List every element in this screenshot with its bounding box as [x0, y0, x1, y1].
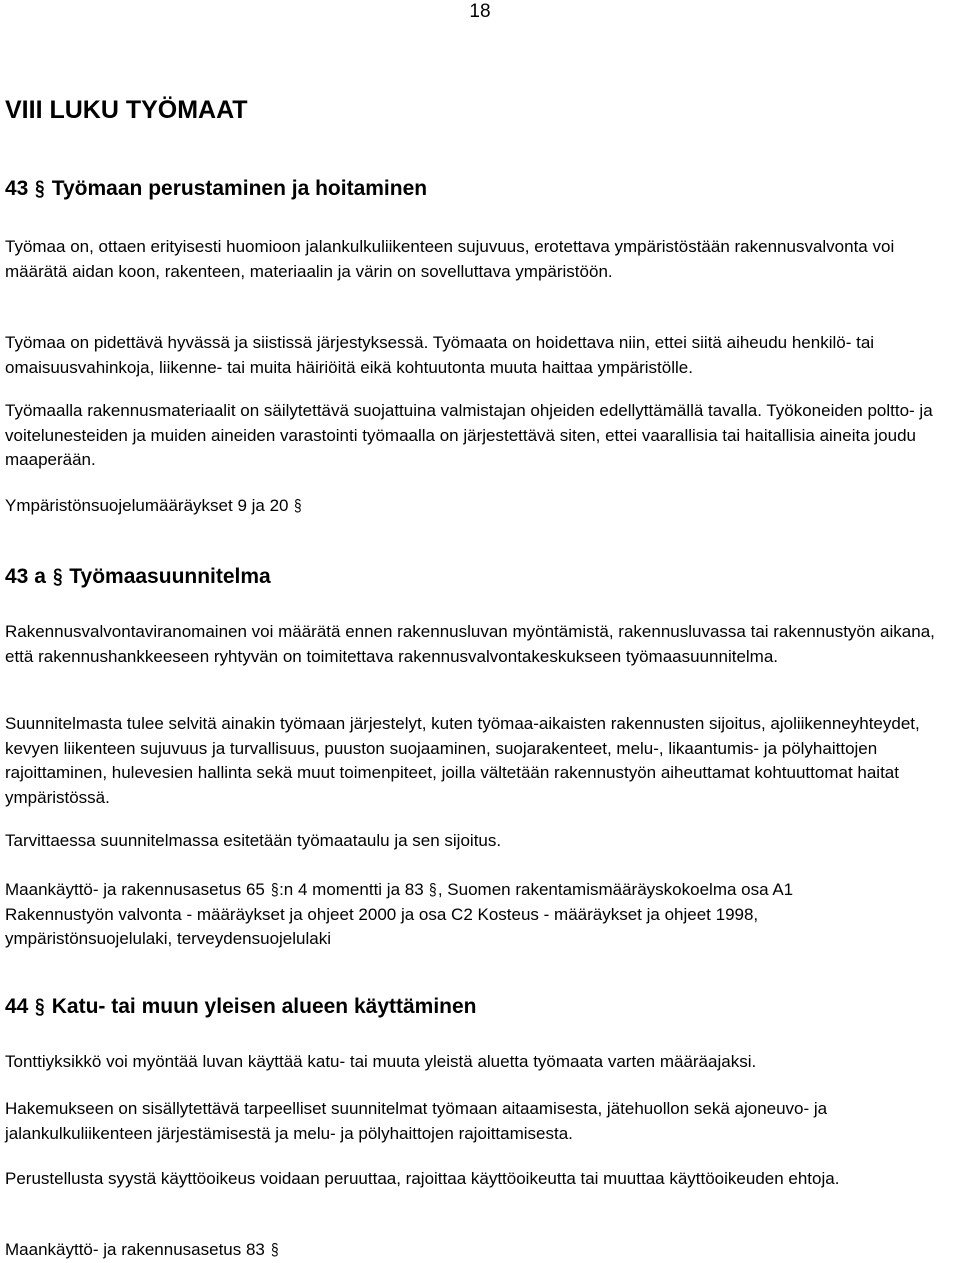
paragraph: Tonttiyksikkö voi myöntää luvan käyttää katu- tai muuta yleistä aluetta työmaata varten määräajaksi. [5, 1052, 757, 1071]
legal-reference [5, 1238, 950, 1263]
section-title-text: Työmaan perustaminen ja hoitaminen [51, 177, 428, 200]
paragraph: Tarvittaessa suunnitelmassa esitetään työmaataulu ja sen sijoitus. [5, 831, 502, 850]
page-number: 18 [469, 1, 491, 22]
paragraph: Työmaa on, ottaen erityisesti huomioon jalankulkuliikenteen sujuvuus, erotettava ympäristöstään rakennusvalvonta voi määrätä aidan koon, rakenteen, materiaalin ja värin on sovelluttava ympäristöön. [5, 237, 895, 281]
section-sign: § [270, 880, 279, 899]
section-sign: § [35, 995, 45, 1018]
section-43-heading [5, 176, 427, 202]
paragraph: Työmaa on pidettävä hyvässä ja siistissä järjestyksessä. Työmaata on hoidettava niin, ettei siitä aiheudu henkilö- tai omaisuusvahinkoja, liikenne- tai muita häiriöitä eikä kohtuutonta muuta haittaa ympäristölle. [5, 333, 875, 377]
section-sign: § [35, 177, 45, 200]
legal-reference-text: Maankäyttö- ja rakennusasetus 65 [5, 880, 270, 899]
legal-reference-text: Maankäyttö- ja rakennusasetus 83 [5, 1240, 265, 1259]
paragraph: Suunnitelmasta tulee selvitä ainakin työmaan järjestelyt, kuten työmaa-aikaisten rakennusten sijoitus, ajoliikenneyhteydet, kevyen liikenteen sujuvuus ja turvallisuus, puuston suojaaminen, suojarakenteet, melu-, likaantumis- ja pölyhaittojen rajoittaminen, hulevesien hallinta sekä muut toimenpiteet, joilla vältetään rakennustyön aiheuttamat kohtuuttomat haitat ympäristössä. [5, 714, 920, 807]
legal-reference-text: Ympäristönsuojelumääräykset 9 ja 20 [5, 496, 289, 515]
section-43a-heading [5, 564, 271, 590]
paragraph: Perustellusta syystä käyttöoikeus voidaan peruuttaa, rajoittaa käyttöoikeutta tai muuttaa käyttöoikeuden ehtoja. [5, 1169, 840, 1188]
section-sign: § [429, 880, 437, 899]
legal-reference-text: Rakennustyön valvonta - määräykset ja ohjeet 2000 ja osa C2 Kosteus - määräykset ja ohjeet 1998, [5, 904, 759, 924]
section-sign: § [270, 1240, 279, 1259]
section-sign: § [294, 496, 302, 515]
legal-reference [5, 494, 950, 519]
section-title-text: Katu- tai muun yleisen alueen käyttäminen [51, 995, 477, 1018]
section-number: 43 a [5, 565, 46, 588]
section-sign: § [52, 565, 63, 588]
paragraph: Hakemukseen on sisällytettävä tarpeelliset suunnitelmat työmaan aitaamisesta, jätehuollon sekä ajoneuvo- ja jalankulkuliikenteen järjestämisestä ja melu- ja pölyhaittojen rajoittamisesta. [5, 1099, 828, 1143]
section-number: 44 [5, 995, 29, 1018]
paragraph: Työmaalla rakennusmateriaalit on säilytettävä suojattuina valmistajan ohjeiden edellyttämällä tavalla. Työkoneiden poltto- ja voitelunesteiden ja muiden aineiden varastointi työmaalla on järjestettävä siten, ettei vaarallisia tai haitallisia aineita joudu maaperään. [5, 401, 933, 469]
legal-reference [5, 878, 950, 952]
legal-reference-text: ympäristönsuojelulaki, terveydensuojelulaki [5, 929, 332, 948]
section-title-text: Työmaasuunnitelma [69, 565, 271, 588]
legal-reference-text: :n 4 momentti ja 83 [279, 880, 429, 899]
section-number: 43 [5, 177, 29, 200]
legal-reference-text: , Suomen rakentamismääräyskokoelma osa A1 [437, 880, 794, 899]
section-44-heading [5, 994, 477, 1020]
chapter-title: VIII LUKU TYÖMAAT [5, 96, 248, 124]
paragraph: Rakennusvalvontaviranomainen voi määrätä ennen rakennusluvan myöntämistä, rakennusluvassa tai rakennustyön aikana, että rakennushankkeeseen ryhtyvän on toimitettava rakennusvalvontakeskukseen työmaasuunnitelma. [5, 622, 935, 666]
